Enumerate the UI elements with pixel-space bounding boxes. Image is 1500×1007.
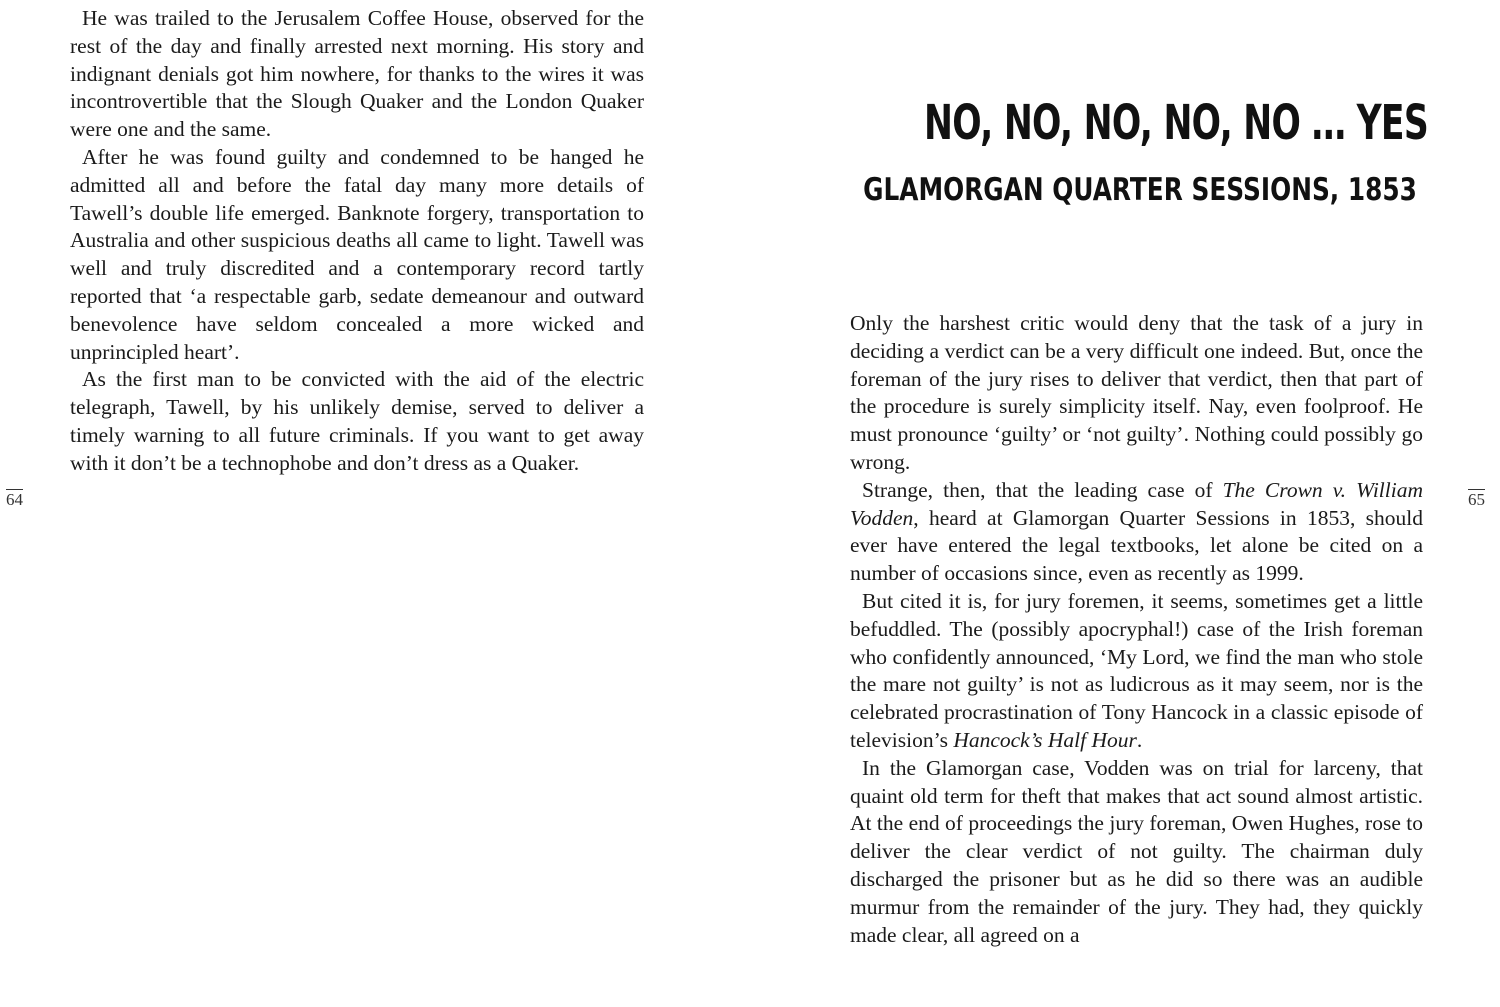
page-number: 64: [6, 490, 23, 509]
paragraph: He was trailed to the Jerusalem Coffee House, observed for the rest of the day and finally arrested next morning. His story and indignant denials got him nowhere, for thanks to the wires it was incontrovertible that the Slough Quaker and the London Quaker were one and the same.: [70, 6, 644, 142]
paragraph: As the first man to be convicted with the aid of the electric telegraph, Tawell, by his unlikely demise, served to deliver a timely warning to all future criminals. If you want to get away with it don’t be a technophobe and don’t dress as a Quaker.: [70, 367, 644, 475]
text-run: But cited it is, for jury foremen, it seems, sometimes get a little befuddled. The (possibly apocryphal!) case of the Irish foreman who confidently announced, ‘My Lord, we find the man who stole the mare not guilty’ is not as ludicrous as it may seem, nor is the celebrated procrastination of Tony Hancock in a classic episode of television’s: [850, 588, 1423, 752]
text-run: Strange, then, that the leading case of: [862, 477, 1223, 502]
case-name: The Crown v. William Vodden: [850, 477, 1424, 530]
right-page-body: [850, 310, 1423, 949]
paragraph: In the Glamorgan case, Vodden was on trial for larceny, that quaint old term for theft that makes that act sound almost artistic. At the end of proceedings the jury foreman, Owen Hughes, rose to deliver the clear verdict of not guilty. The chairman duly discharged the prisoner but as he did so there was an audible murmur from the remainder of the jury. They had, they quickly made clear, all agreed on a: [850, 755, 1423, 947]
left-page-body: [70, 5, 644, 478]
chapter-title: NO, NO, NO, NO, NO … YES: [924, 95, 1428, 151]
show-name: Hancock’s Half Hour: [953, 727, 1137, 752]
paragraph: [850, 477, 1423, 588]
right-page: [750, 0, 1500, 1007]
text-run: , heard at Glamorgan Quarter Sessions in 1853, should ever have entered the legal textbooks, let alone be cited on a number of occasions since, even as recently as 1999.: [850, 505, 1423, 586]
paragraph: Only the harshest critic would deny that the task of a jury in deciding a verdict can be a very difficult one indeed. But, once the foreman of the jury rises to deliver that verdict, then that part of the procedure is surely simplicity itself. Nay, even foolproof. He must pronounce ‘guilty’ or ‘not guilty’. Nothing could possibly go wrong.: [850, 311, 1423, 474]
text-run: .: [1136, 727, 1143, 752]
chapter-subtitle: GLAMORGAN QUARTER SESSIONS, 1853: [863, 172, 1417, 208]
paragraph: [850, 588, 1423, 755]
paragraph: After he was found guilty and condemned to be hanged he admitted all and before the fatal day many more details of Tawell’s double life emerged. Banknote forgery, transportation to Australia and other suspicious deaths all came to light. Tawell was well and truly discredited and a contemporary record tartly reported that ‘a respectable garb, sedate demeanour and outward benevolence have seldom concealed a more wicked and unprincipled heart’.: [70, 144, 644, 364]
page-number: 65: [1468, 490, 1485, 509]
